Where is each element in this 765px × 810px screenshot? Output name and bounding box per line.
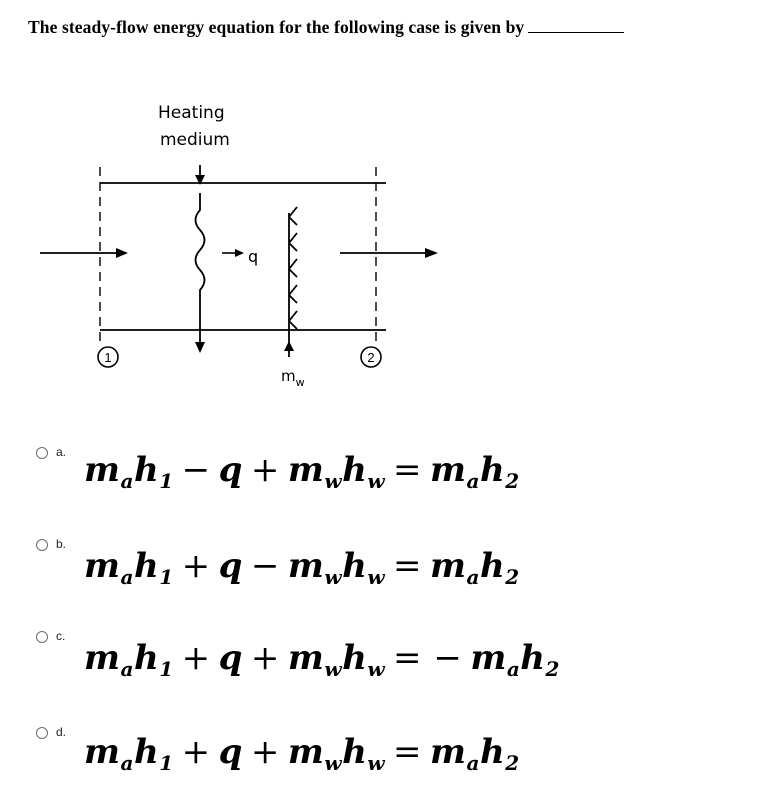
option-a-radio[interactable]: [36, 447, 48, 459]
question-prompt: The steady-flow energy equation for the following case is given by: [28, 17, 525, 37]
heat-transfer-arrow: [222, 247, 258, 266]
station-1-marker: [98, 347, 118, 367]
heating-label-line2: medium: [160, 130, 230, 150]
option-b-equation: $m_ah_1 + q - m_wh_w = m_ah_2$: [84, 546, 520, 589]
option-a[interactable]: [0, 438, 765, 528]
question-text: [28, 17, 748, 38]
option-c[interactable]: [0, 628, 765, 718]
station-2-marker: [361, 347, 381, 367]
control-boundary: [100, 167, 386, 343]
option-a-letter: a.: [56, 445, 67, 459]
inlet-flow-arrow: [40, 248, 128, 258]
heating-label-line1: Heating: [158, 103, 225, 123]
svg-text:2: 2: [367, 350, 375, 365]
shaft-work-blades: [289, 207, 297, 357]
svg-text:1: 1: [104, 350, 112, 365]
heat-q-label: q: [248, 247, 259, 266]
option-c-radio[interactable]: [36, 631, 48, 643]
heating-medium-label: [158, 103, 230, 150]
mw-label: $m_w$: [281, 367, 305, 389]
option-d-equation: $m_ah_1 + q + m_wh_w = m_ah_2$: [84, 732, 520, 775]
outlet-flow-arrow: [340, 248, 438, 258]
option-c-letter: c.: [56, 629, 66, 643]
option-b-radio[interactable]: [36, 539, 48, 551]
shaft-arrow: [284, 341, 294, 351]
option-d-letter: d.: [56, 725, 67, 739]
option-a-equation: $m_ah_1 - q + m_wh_w = m_ah_2$: [84, 450, 520, 493]
option-b-letter: b.: [56, 537, 67, 551]
answer-blank: [528, 18, 624, 33]
option-b[interactable]: [0, 530, 765, 620]
option-c-equation: $m_ah_1 + q + m_wh_w$ = − $m_ah_2$: [84, 638, 560, 681]
option-d[interactable]: [0, 720, 765, 810]
control-volume-diagram: [0, 95, 460, 405]
option-d-radio[interactable]: [36, 727, 48, 739]
heater-coil: [195, 165, 205, 353]
